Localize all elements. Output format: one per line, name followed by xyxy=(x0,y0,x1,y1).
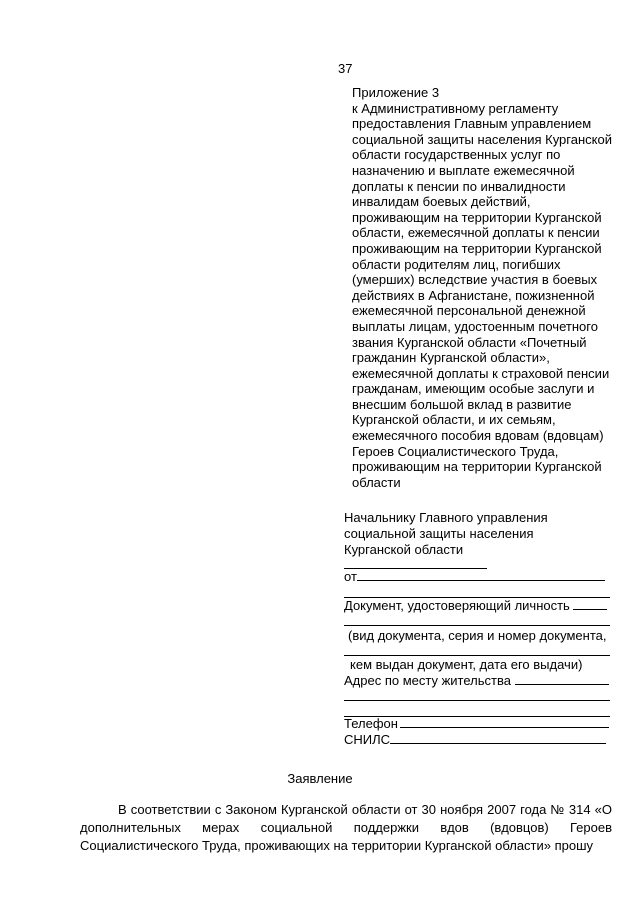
recipient-line: Начальнику Главного управления xyxy=(344,510,548,525)
phone-label: Телефон xyxy=(344,716,398,731)
from-field xyxy=(344,569,610,585)
id-document-field xyxy=(344,598,610,614)
recipient-block xyxy=(344,510,614,558)
appendix-reference-text: к Административному регламенту предоставления Главным управлением социальной защиты населения Курганской области государственных услуг по назначению и выплате ежемесячной доплаты к пенсии по инвалидности инвалидам боевых действий, проживающим на территории Курганской области, ежемесячной доплаты к пенсии проживающим на территории Курганской области родителям лиц, погибших (умерших) вследствие участия в боевых действиях в Афганистане, пожизненной ежемесячной персональной денежной выплаты лицам, удостоенным почетного звания Курганской области «Почетный гражданин Курганской области», ежемесячной доплаты к страховой пенсии гражданам, имеющим особые заслуги и внесшим большой вклад в развитие Курганской области, и их семьям, ежемесячного пособия вдовам (вдовцам) Героев Социалистического Труда, проживающим на территории Курганской области xyxy=(352,100,612,490)
snils-blank xyxy=(390,732,606,744)
address-field xyxy=(344,673,610,689)
snils-label: СНИЛС xyxy=(344,732,391,747)
address-blank xyxy=(515,673,609,685)
id-document-label: Документ, удостоверяющий личность xyxy=(344,598,570,613)
page-number: 37 xyxy=(338,61,353,76)
body-paragraph: В соответствии с Законом Курганской области от 30 ноября 2007 года № 314 «О дополнительных мерах социальной поддержки вдов (вдовцов) Героев Социалистического Труда, проживающих на территории Курганской области» прошу xyxy=(80,802,612,853)
id-document-hint: (вид документа, серия и номер документа, xyxy=(348,628,607,643)
id-document-blank xyxy=(573,598,607,610)
address-label: Адрес по месту жительства xyxy=(344,673,511,688)
id-document-hint: кем выдан документ, дата его выдачи) xyxy=(350,657,583,672)
appendix-title: Приложение 3 xyxy=(352,85,440,100)
blank-line xyxy=(344,700,610,701)
phone-blank xyxy=(400,716,609,728)
from-blank xyxy=(357,569,605,581)
phone-field xyxy=(344,716,610,732)
document-title: Заявление xyxy=(287,771,353,786)
appendix-header xyxy=(352,85,614,490)
blank-line xyxy=(344,625,610,626)
from-label: от xyxy=(344,569,357,584)
blank-line xyxy=(344,655,610,656)
snils-field xyxy=(344,732,610,748)
recipient-line: Курганской области xyxy=(344,542,464,557)
recipient-line: социальной защиты населения xyxy=(344,526,534,541)
